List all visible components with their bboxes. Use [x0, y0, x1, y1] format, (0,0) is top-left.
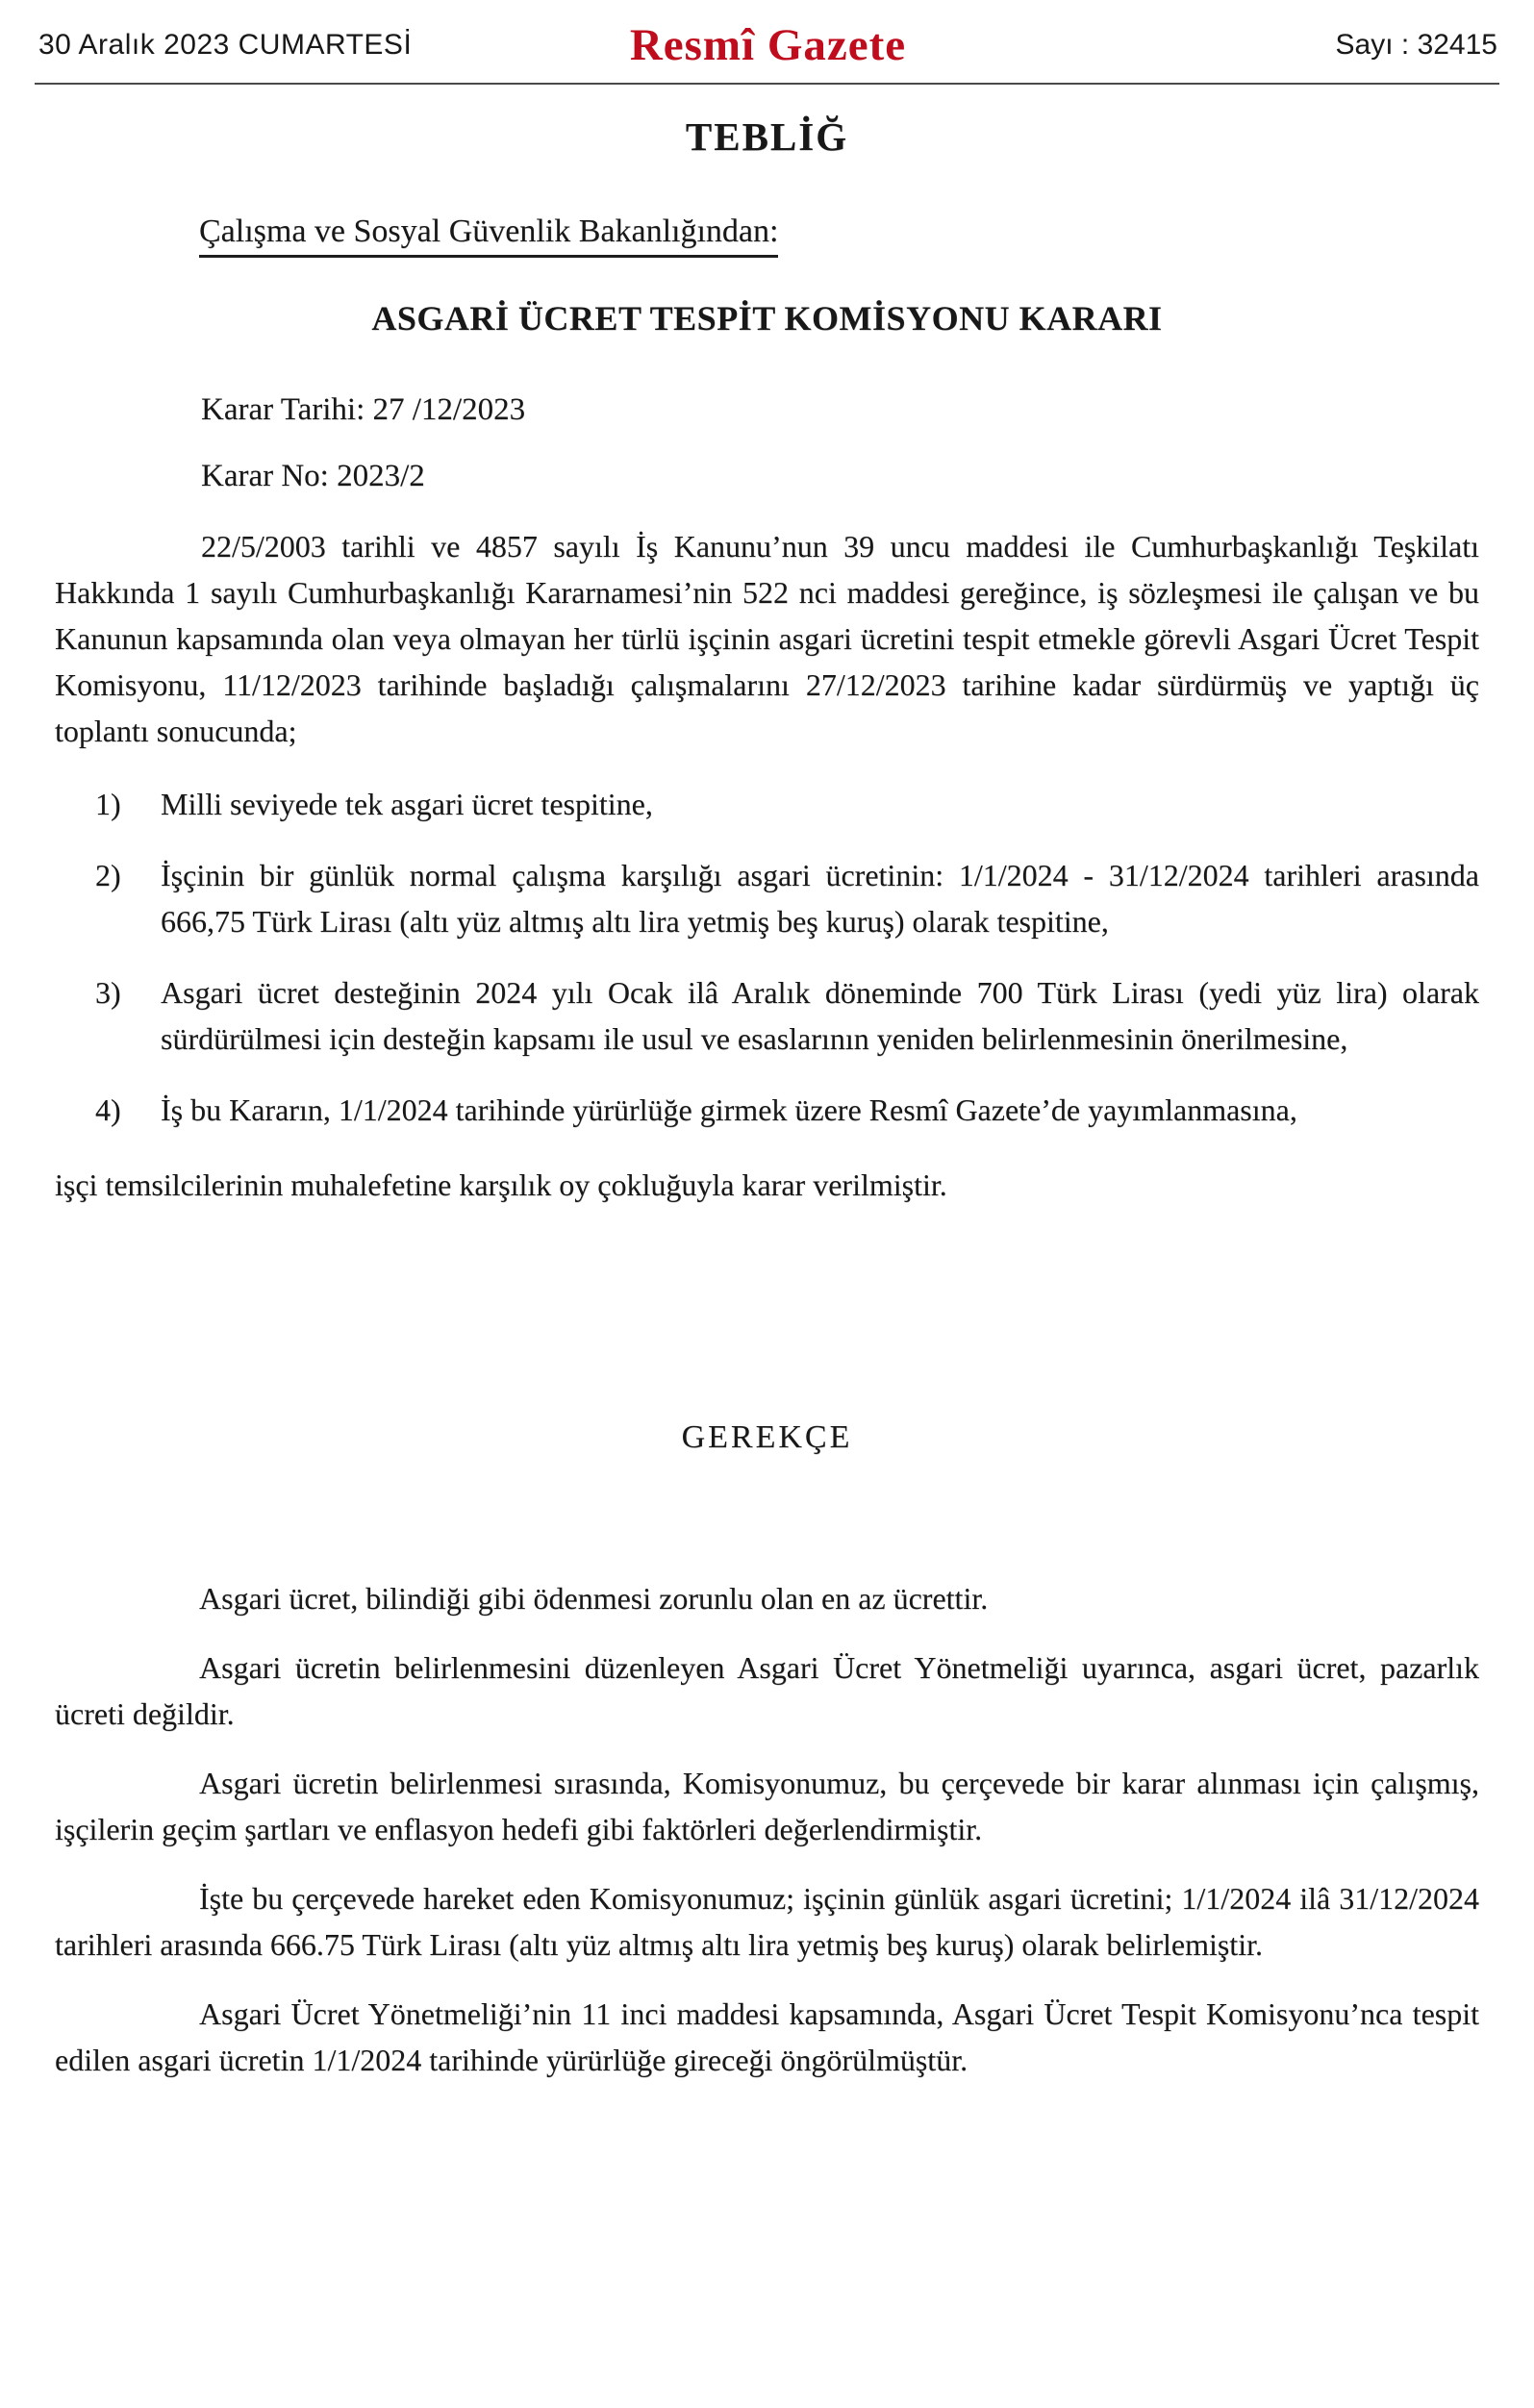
decision-list	[55, 781, 1479, 1133]
decision-item	[55, 781, 1479, 827]
decision-item-text: İşçinin bir günlük normal çalışma karşılığı asgari ücretinin: 1/1/2024 - 31/12/2024 tarihleri arasında 666,75 Türk Lirası (altı yüz altmış altı lira yetmiş beş kuruş) olarak tespitine,	[161, 858, 1479, 939]
closing-statement: işçi temsilcilerinin muhalefetine karşılık oy çokluğuyla karar verilmiştir.	[55, 1167, 947, 1202]
decision-item-number: 2)	[95, 858, 121, 892]
decision-item-number: 3)	[95, 975, 121, 1010]
issue-number: Sayı : 32415	[1335, 29, 1497, 61]
decision-item	[55, 1087, 1479, 1133]
decision-date: Karar Tarihi: 27 /12/2023	[201, 392, 526, 427]
intro-paragraph: 22/5/2003 tarihli ve 4857 sayılı İş Kanunu’nun 39 uncu maddesi ile Cumhurbaşkanlığı Teşkilatı Hakkında 1 sayılı Cumhurbaşkanlığı Kararnamesi’nin 522 nci maddesi gereğince, iş sözleşmesi ile çalışan ve bu Kanunun kapsamında olan veya olmayan her türlü işçinin asgari ücretini tespit etmekle görevli Asgari Ücret Tespit Komisyonu, 11/12/2023 tarihinde başladığı çalışmalarını 27/12/2023 tarihine kadar sürdürmüş ve yaptığı üç toplantı sonucunda;	[55, 529, 1479, 748]
rationale-paragraph: Asgari ücretin belirlenmesini düzenleyen Asgari Ücret Yönetmeliği uyarınca, asgari ücret, pazarlık ücreti değildir.	[55, 1650, 1479, 1731]
document-body	[0, 113, 1534, 2083]
decision-item-text: Milli seviyede tek asgari ücret tespitine,	[161, 787, 653, 821]
decision-item	[55, 969, 1479, 1062]
ministry-source-line: Çalışma ve Sosyal Güvenlik Bakanlığından:	[199, 213, 778, 258]
rationale-paragraph: Asgari Ücret Yönetmeliği’nin 11 inci maddesi kapsamında, Asgari Ücret Tespit Komisyonu’nca tespit edilen asgari ücretin 1/1/2024 tarihinde yürürlüğe gireceği öngörülmüştür.	[55, 1996, 1479, 2077]
decision-item	[55, 852, 1479, 944]
decision-item-number: 4)	[95, 1092, 121, 1127]
gazette-masthead	[0, 0, 1534, 73]
decision-item-number: 1)	[95, 787, 121, 821]
rationale-paragraph: İşte bu çerçevede hareket eden Komisyonumuz; işçinin günlük asgari ücretini; 1/1/2024 ilâ 31/12/2024 tarihleri arasında 666.75 Türk Lirası (altı yüz altmış altı lira yetmiş beş kuruş) olarak belirlemiştir.	[55, 1881, 1479, 1962]
decision-title: ASGARİ ÜCRET TESPİT KOMİSYONU KARARI	[371, 299, 1163, 338]
header-divider	[35, 83, 1499, 85]
decision-item-text: Asgari ücret desteğinin 2024 yılı Ocak ilâ Aralık döneminde 700 Türk Lirası (yedi yüz lira) olarak sürdürülmesi için desteğin kapsamı ile usul ve esaslarının yeniden belirlenmesinin önerilmesine,	[161, 975, 1479, 1056]
rationale-heading: GEREKÇE	[681, 1419, 853, 1455]
gazette-title: Resmî Gazete	[629, 20, 907, 70]
decision-number: Karar No: 2023/2	[201, 459, 425, 493]
publication-date: 30 Aralık 2023 CUMARTESİ	[38, 29, 413, 61]
rationale-paragraph: Asgari ücret, bilindiği gibi ödenmesi zorunlu olan en az ücrettir.	[199, 1581, 989, 1616]
decision-item-text: İş bu Kararın, 1/1/2024 tarihinde yürürlüğe girmek üzere Resmî Gazete’de yayımlanmasına,	[161, 1092, 1297, 1127]
section-heading: TEBLİĞ	[685, 114, 849, 159]
rationale-paragraph: Asgari ücretin belirlenmesi sırasında, Komisyonumuz, bu çerçevede bir karar alınması için çalışmış, işçilerin geçim şartları ve enflasyon hedefi gibi faktörleri değerlendirmiştir.	[55, 1766, 1479, 1846]
